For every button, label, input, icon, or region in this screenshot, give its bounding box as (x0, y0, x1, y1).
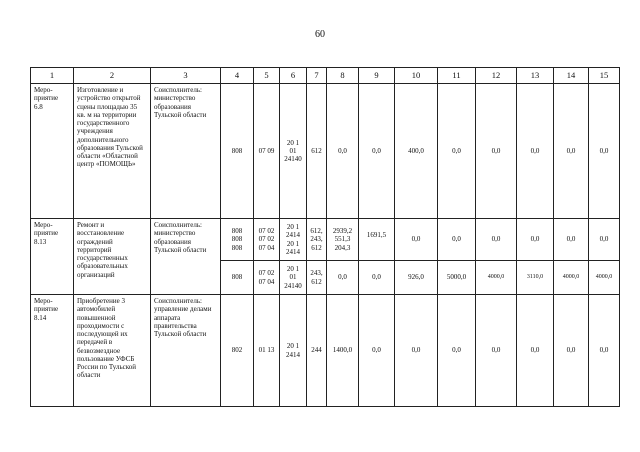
header-cell: 9 (359, 68, 395, 84)
cell-value: 0,0 (476, 295, 517, 407)
cell-value: 4000,0 (554, 261, 589, 295)
cell-grbs: 808 808 808 (221, 219, 254, 261)
cell-value: 1691,5 (359, 219, 395, 261)
cell-value: 2939,2 551,3 204,3 (327, 219, 359, 261)
table-row (31, 295, 620, 407)
header-cell: 7 (307, 68, 327, 84)
measure-description: Изготовление и устройство открытой сцены площадью 35 кв. м на территории государственного учреждения дополнительного образования Тульской области «Областной центр «ПОМОЩЬ» (74, 84, 151, 219)
cell-value: 0,0 (589, 84, 620, 219)
cell-value: 0,0 (517, 295, 554, 407)
cell-grbs: 802 (221, 295, 254, 407)
cell-expense-type: 612, 243, 612 (307, 219, 327, 261)
cell-value: 0,0 (554, 219, 589, 261)
executor: Соисполнитель: министерство образования Тульской области (151, 84, 221, 219)
cell-value: 0,0 (359, 261, 395, 295)
cell-value: 0,0 (554, 84, 589, 219)
table-row (31, 219, 620, 261)
executor: Соисполнитель: управление делами аппарата правительства Тульской области (151, 295, 221, 407)
cell-value: 4000,0 (589, 261, 620, 295)
header-cell: 1 (31, 68, 74, 84)
cell-value: 0,0 (438, 295, 476, 407)
measure-number: Меро- приятие 8.13 (31, 219, 74, 295)
cell-value: 0,0 (589, 295, 620, 407)
cell-target: 20 1 2414 20 1 2414 (280, 219, 307, 261)
cell-value: 0,0 (517, 219, 554, 261)
cell-target: 20 1 01 24140 (280, 84, 307, 219)
cell-value: 0,0 (476, 219, 517, 261)
cell-value: 4000,0 (476, 261, 517, 295)
cell-value: 0,0 (554, 295, 589, 407)
header-cell: 4 (221, 68, 254, 84)
cell-section: 01 13 (254, 295, 280, 407)
cell-section: 07 02 07 04 (254, 261, 280, 295)
measure-description: Приобретение 3 автомобилей повышенной проходимости с последующей их передачей в безвозмездное пользование УФСБ России по Тульской области (74, 295, 151, 407)
executor: Соисполнитель: министерство образования Тульской области (151, 219, 221, 295)
header-cell: 3 (151, 68, 221, 84)
cell-grbs: 808 (221, 261, 254, 295)
cell-value: 0,0 (517, 84, 554, 219)
page-number: 60 (315, 29, 325, 40)
cell-value: 0,0 (438, 219, 476, 261)
header-cell: 6 (280, 68, 307, 84)
cell-value: 0,0 (359, 295, 395, 407)
cell-target: 20 1 01 24140 (280, 261, 307, 295)
cell-value: 0,0 (359, 84, 395, 219)
cell-grbs: 808 (221, 84, 254, 219)
header-cell: 10 (395, 68, 438, 84)
cell-expense-type: 244 (307, 295, 327, 407)
header-cell: 15 (589, 68, 620, 84)
cell-value: 400,0 (395, 84, 438, 219)
cell-value: 926,0 (395, 261, 438, 295)
measure-description: Ремонт и восстановление ограждений территорий государственных образовательных организаций (74, 219, 151, 295)
table-row (31, 84, 620, 219)
cell-value: 0,0 (395, 295, 438, 407)
cell-section: 07 02 07 02 07 04 (254, 219, 280, 261)
cell-value: 0,0 (327, 261, 359, 295)
cell-expense-type: 243, 612 (307, 261, 327, 295)
cell-target: 20 1 2414 (280, 295, 307, 407)
cell-expense-type: 612 (307, 84, 327, 219)
cell-value: 3110,0 (517, 261, 554, 295)
header-cell: 14 (554, 68, 589, 84)
header-row (31, 68, 620, 84)
measure-number: Меро- приятие 8.14 (31, 295, 74, 407)
header-cell: 12 (476, 68, 517, 84)
cell-value: 0,0 (589, 219, 620, 261)
cell-value: 0,0 (327, 84, 359, 219)
cell-value: 0,0 (395, 219, 438, 261)
header-cell: 5 (254, 68, 280, 84)
cell-value: 0,0 (476, 84, 517, 219)
cell-value: 0,0 (438, 84, 476, 219)
header-cell: 11 (438, 68, 476, 84)
header-cell: 13 (517, 68, 554, 84)
header-cell: 8 (327, 68, 359, 84)
measure-number: Меро- приятие 6.8 (31, 84, 74, 219)
cell-value: 1400,0 (327, 295, 359, 407)
cell-section: 07 09 (254, 84, 280, 219)
budget-table (30, 67, 620, 407)
cell-value: 5000,0 (438, 261, 476, 295)
header-cell: 2 (74, 68, 151, 84)
